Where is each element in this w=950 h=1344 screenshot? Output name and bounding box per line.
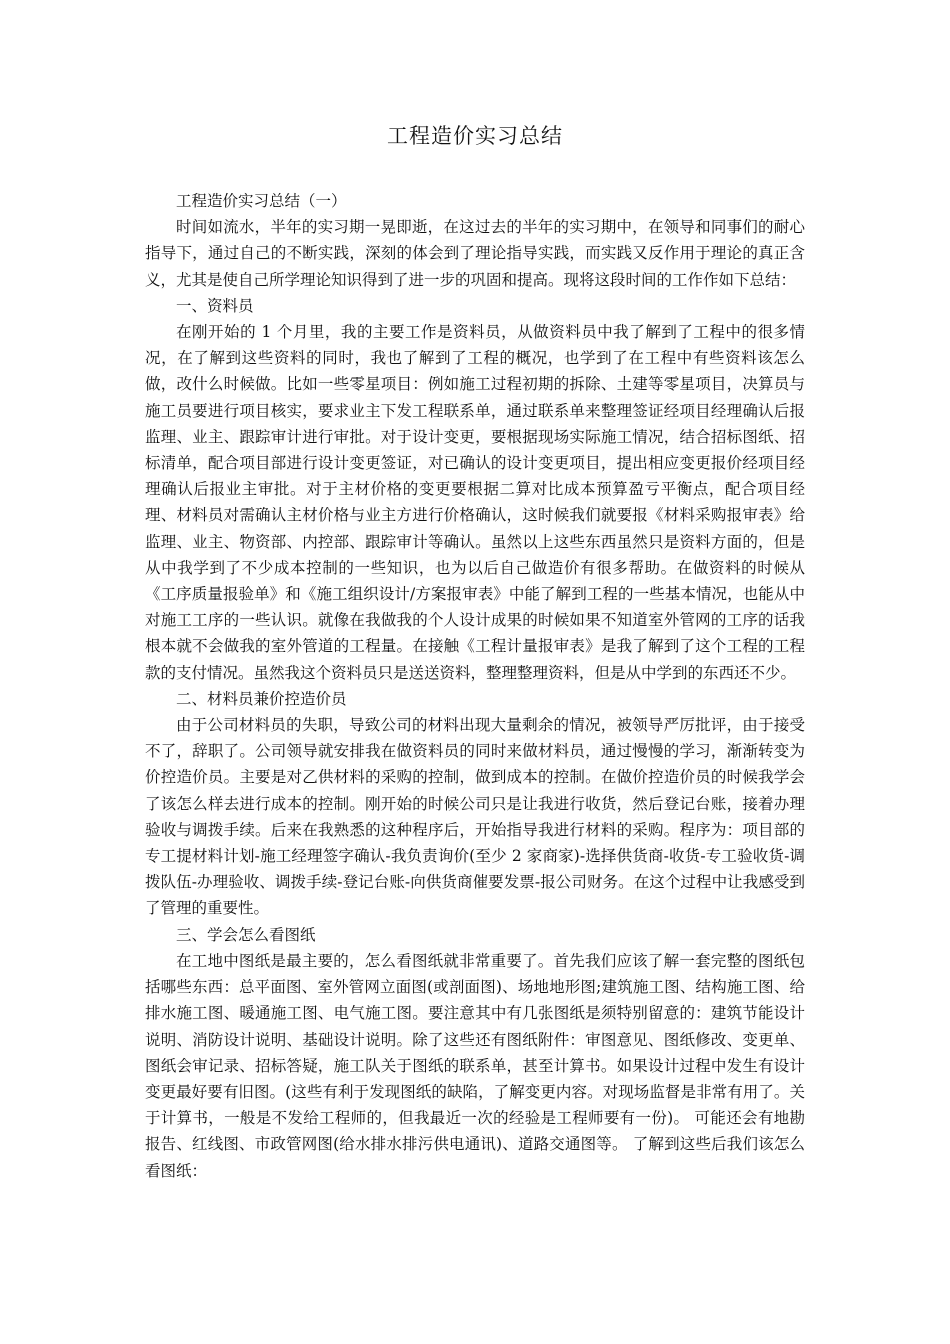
section-heading-3: 三、学会怎么看图纸 <box>176 925 316 944</box>
subtitle: 工程造价实习总结（一） <box>176 192 347 210</box>
paragraph-section-1: 在刚开始的 1 个月里，我的主要工作是资料员，从做资料员中我了解到了工程中的很多情况，在了解到这些资料的同时，我也了解到了工程的概况，也学到了在工程中有些资料该怎么做，改什么时候做。比如一些零星项目：例如施工过程初期的拆除、土建等零星项目，决算员与施工员要进行项目核实，要求业主下发工程联系单，通过联系单来整理签证经项目经理确认后报监理、业主、跟踪审计进行审批。对于设计变更，要根据现场实际施工情况，结合招标图纸、招标清单，配合项目部进行设计变更签证，对已确认的设计变更项目，提出相应变更报价经项目经理确认后报业主审批。对于主材价格的变更要根据二算对比成本预算盈亏平衡点，配合项目经理、材料员对需确认主材价格与业主方进行价格确认，这时候我们就要报《材料采购报审表》给监理、业主、物资部、内控部、跟踪审计等确认。虽然以上这些东西虽然只是资料方面的，但是从中我学到了不少成本控制的一些知识，也为以后自己做造价有很多帮助。在做资料的时候从《工序质量报验单》和《施工组织设计/方案报审表》中能了解到工程的一些基本情况，也能从中对施工工序的一些认识。就像在我做我的个人设计成果的时候如果不知道室外管网的工序的话我根本就不会做我的室外管道的工程量。在接触《工程计量报审表》是我了解到了这个工程的工程款的支付情况。虽然我这个资料员只是送送资料，整理整理资料，但是从中学到的东西还不少。 <box>145 323 805 682</box>
document-title: 工程造价实习总结 <box>387 124 563 148</box>
paragraph-section-3: 在工地中图纸是最主要的，怎么看图纸就非常重要了。首先我们应该了解一套完整的图纸包括哪些东西：总平面图、室外管网立面图(或剖面图)、场地地形图;建筑施工图、结构施工图、给排水施工图、暖通施工图、电气施工图。要注意其中有几张图纸是须特别留意的：建筑节能设计说明、消防设计说明、基础设计说明。除了这些还有图纸附件：审图意见、图纸修改、变更单、图纸会审记录、招标答疑，施工队关于图纸的联系单，甚至计算书。如果设计过程中发生有设计变更最好要有旧图。(这些有利于发现图纸的缺陷，了解变更内容。对现场监督是非常有用了。关于计算书，一般是不发给工程师的，但我最近一次的经验是工程师要有一份)。 可能还会有地勘报告、红线图、市政管网图(给水排水排污供电通讯)、道路交通图等。 了解到这些后我们该怎么看图纸： <box>145 951 805 1180</box>
paragraph-section-2: 由于公司材料员的失职，导致公司的材料出现大量剩余的情况，被领导严厉批评，由于接受不了，辞职了。公司领导就安排我在做资料员的同时来做材料员，通过慢慢的学习，渐渐转变为价控造价员。主要是对乙供材料的采购的控制，做到成本的控制。在做价控造价员的时候我学会了该怎么样去进行成本的控制。刚开始的时候公司只是让我进行收货，然后登记台账，接着办理验收与调拨手续。后来在我熟悉的这种程序后，开始指导我进行材料的采购。程序为：项目部的专工提材料计划-施工经理签字确认-我负责询价(至少 2 家商家)-选择供货商-收货-专工验收货-调拨队伍-办理验收、调拨手续-登记台账-向供货商催要发票-报公司财务。在这个过程中让我感受到了管理的重要性。 <box>145 716 805 918</box>
section-heading-1: 一、资料员 <box>176 296 254 315</box>
document-body <box>145 188 805 1184</box>
section-heading-2: 二、材料员兼价控造价员 <box>176 689 347 708</box>
paragraph-intro: 时间如流水，半年的实习期一晃即逝，在这过去的半年的实习期中，在领导和同事们的耐心指导下，通过自己的不断实践，深刻的体会到了理论指导实践，而实践又反作用于理论的真正含义，尤其是使自己所学理论知识得到了进一步的巩固和提高。现将这段时间的工作作如下总结： <box>145 218 805 289</box>
